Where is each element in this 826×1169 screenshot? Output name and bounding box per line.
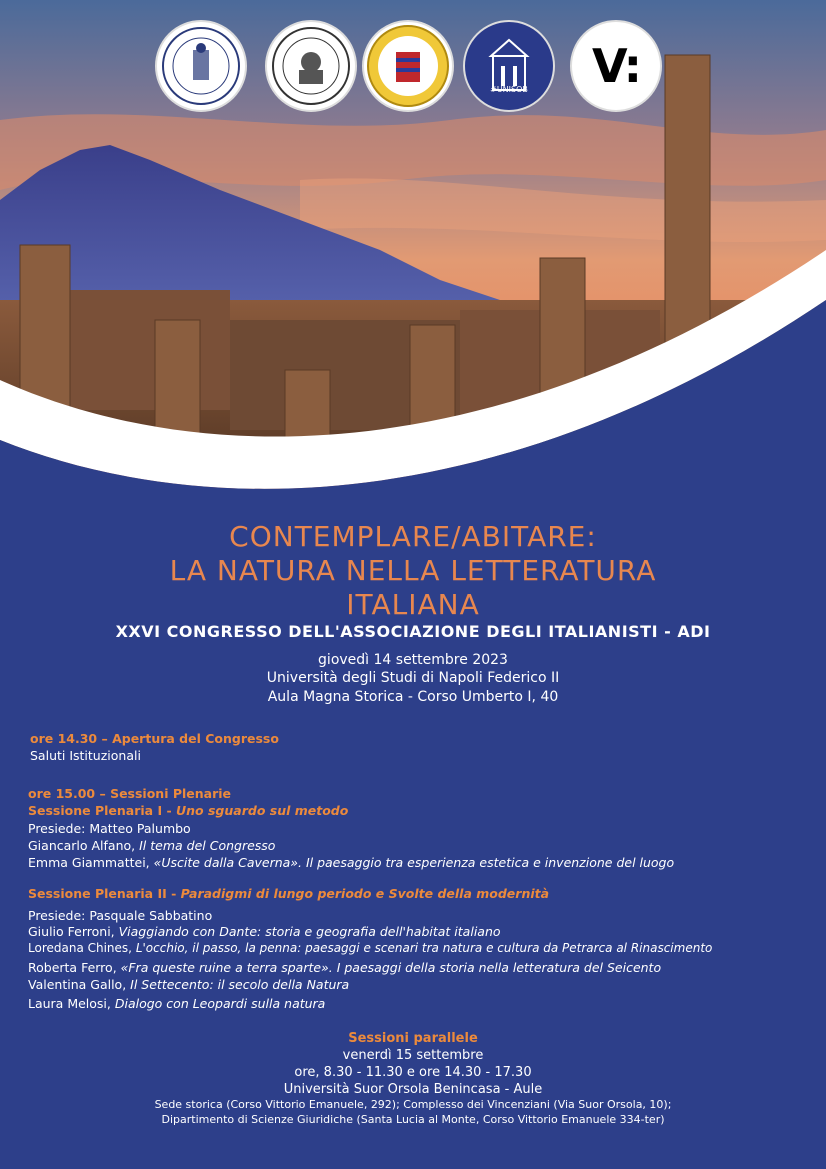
session1-talk-2	[28, 855, 674, 870]
talk-speaker: Giulio Ferroni,	[28, 924, 119, 939]
parallel-heading: Sessioni parallele	[348, 1031, 478, 1046]
talk-title: Il Settecento: il secolo della Natura	[130, 977, 350, 992]
session2-label: Sessione Plenaria II -	[28, 886, 181, 901]
session2-talk-5	[28, 996, 325, 1011]
university-seal-1-icon	[155, 20, 247, 112]
v-logo-text: V:	[592, 39, 640, 93]
title-line-2: LA NATURA NELLA LETTERATURA	[169, 554, 657, 587]
talk-title: Dialogo con Leopardi sulla natura	[114, 996, 326, 1011]
session1-talk-1	[28, 838, 275, 853]
session2-talk-3	[28, 960, 661, 975]
session2-talk-2	[28, 941, 712, 955]
talk-title: «Uscite dalla Caverna». Il paesaggio tra esperienza estetica e invenzione del luogo	[153, 855, 675, 870]
talk-title: Viaggiando con Dante: storia e geografia dell'habitat italiano	[118, 924, 501, 939]
talk-speaker: Loredana Chines,	[28, 941, 136, 955]
city-coat-of-arms-icon	[362, 20, 454, 112]
parallel-locations-1: Sede storica (Corso Vittorio Emanuele, 292); Complesso dei Vincenziani (Via Suor Orsola, 10);	[154, 1098, 672, 1111]
talk-speaker: Valentina Gallo,	[28, 977, 131, 992]
session1-title: Uno sguardo sul metodo	[176, 803, 349, 818]
session2-talk-4	[28, 977, 349, 992]
session2-title: Paradigmi di lungo periodo e Svolte della modernità	[180, 886, 550, 901]
event-room: Aula Magna Storica - Corso Umberto I, 40	[267, 689, 559, 705]
v-logo-icon	[570, 20, 662, 112]
session1-label: Sessione Plenaria I -	[28, 803, 176, 818]
talk-speaker: Roberta Ferro,	[28, 960, 121, 975]
congress-subtitle: XXVI CONGRESSO DELL'ASSOCIAZIONE DEGLI ITALIANISTI - ADI	[115, 622, 711, 641]
university-seal-2-icon	[265, 20, 357, 112]
unisob-logo-icon	[463, 20, 555, 112]
session2-talk-1	[28, 924, 501, 939]
session1-heading	[28, 803, 348, 818]
session2-heading	[28, 886, 549, 901]
unisob-logo-text: #UNISOB	[490, 85, 528, 94]
opening-text: Saluti Istituzionali	[30, 748, 141, 763]
parallel-hours: ore, 8.30 - 11.30 e ore 14.30 - 17.30	[294, 1065, 532, 1080]
event-date: giovedì 14 settembre 2023	[318, 652, 508, 668]
opening-heading: ore 14.30 – Apertura del Congresso	[30, 731, 279, 746]
talk-speaker: Emma Giammattei,	[28, 855, 154, 870]
talk-speaker: Laura Melosi,	[28, 996, 115, 1011]
session1-chair: Presiede: Matteo Palumbo	[28, 821, 191, 836]
talk-speaker: Giancarlo Alfano,	[28, 838, 140, 853]
talk-title: «Fra queste ruine a terra sparte». I paesaggi della storia nella letteratura del Seicento	[120, 960, 662, 975]
title-line-1: CONTEMPLARE/ABITARE:	[229, 520, 597, 553]
logo-row	[0, 20, 826, 120]
talk-title: L'occhio, il passo, la penna: paesaggi e scenari tra natura e cultura da Petrarca al Rinascimento	[135, 941, 713, 955]
session2-chair: Presiede: Pasquale Sabbatino	[28, 908, 213, 923]
plenary-heading: ore 15.00 – Sessioni Plenarie	[28, 786, 232, 801]
parallel-date: venerdì 15 settembre	[342, 1048, 484, 1063]
event-venue: Università degli Studi di Napoli Federico II	[266, 670, 560, 686]
parallel-venue: Università Suor Orsola Benincasa - Aule	[283, 1082, 543, 1097]
talk-title: Il tema del Congresso	[139, 838, 276, 853]
parallel-locations-2: Dipartimento di Scienze Giuridiche (Santa Lucia al Monte, Corso Vittorio Emanuele 334-ter)	[161, 1113, 665, 1126]
title-line-3: ITALIANA	[346, 588, 480, 621]
